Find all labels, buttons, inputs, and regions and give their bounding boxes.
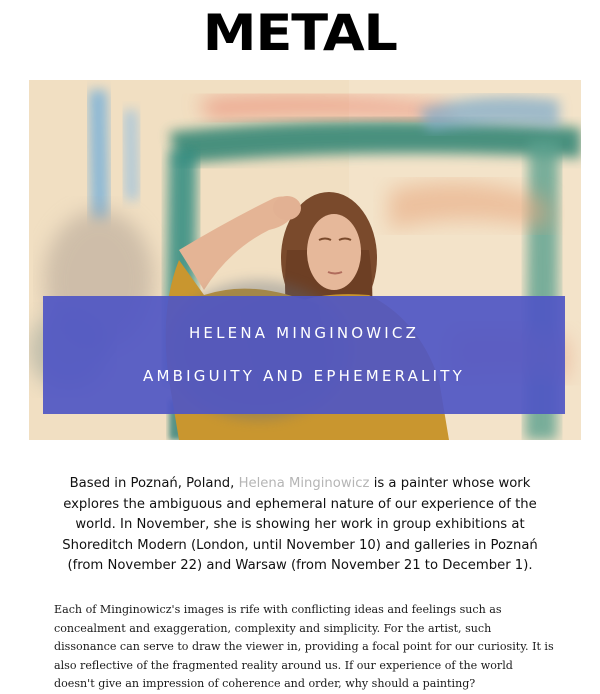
article-body-paragraph: Each of Minginowicz's images is rife with conflicting ideas and feelings such as concealment and exaggeration, complexity and simplicity. For the artist, such dissonance can serve to draw the viewer in, providing a focal point for our curiosity. It is also reflective of the fragmented reality around us. If our experience of the world doesn't give an impression of coherence and order, why should a painting?	[54, 603, 554, 691]
hero-image	[29, 80, 581, 440]
intro-text-after: is a painter whose work explores the ambiguous and ephemeral nature of our experience of the world. In November, she is showing her work in group exhibitions at Shoreditch Modern (London, until November 10) and galleries in Poznań (from November 22) and Warsaw (from November 21 to December 1).	[62, 476, 538, 574]
artist-name-link[interactable]: Helena Minginowicz	[238, 476, 370, 492]
hero-title-banner	[43, 296, 565, 414]
intro-text-before: Based in Poznań, Poland,	[69, 476, 239, 492]
article-intro	[60, 474, 540, 577]
site-logo[interactable]: METAL	[202, 4, 398, 62]
masthead	[0, 0, 600, 62]
hero-artist-name: HELENA MINGINOWICZ	[188, 324, 420, 342]
hero-subtitle: AMBIGUITY AND EPHEMERALITY	[143, 367, 465, 385]
